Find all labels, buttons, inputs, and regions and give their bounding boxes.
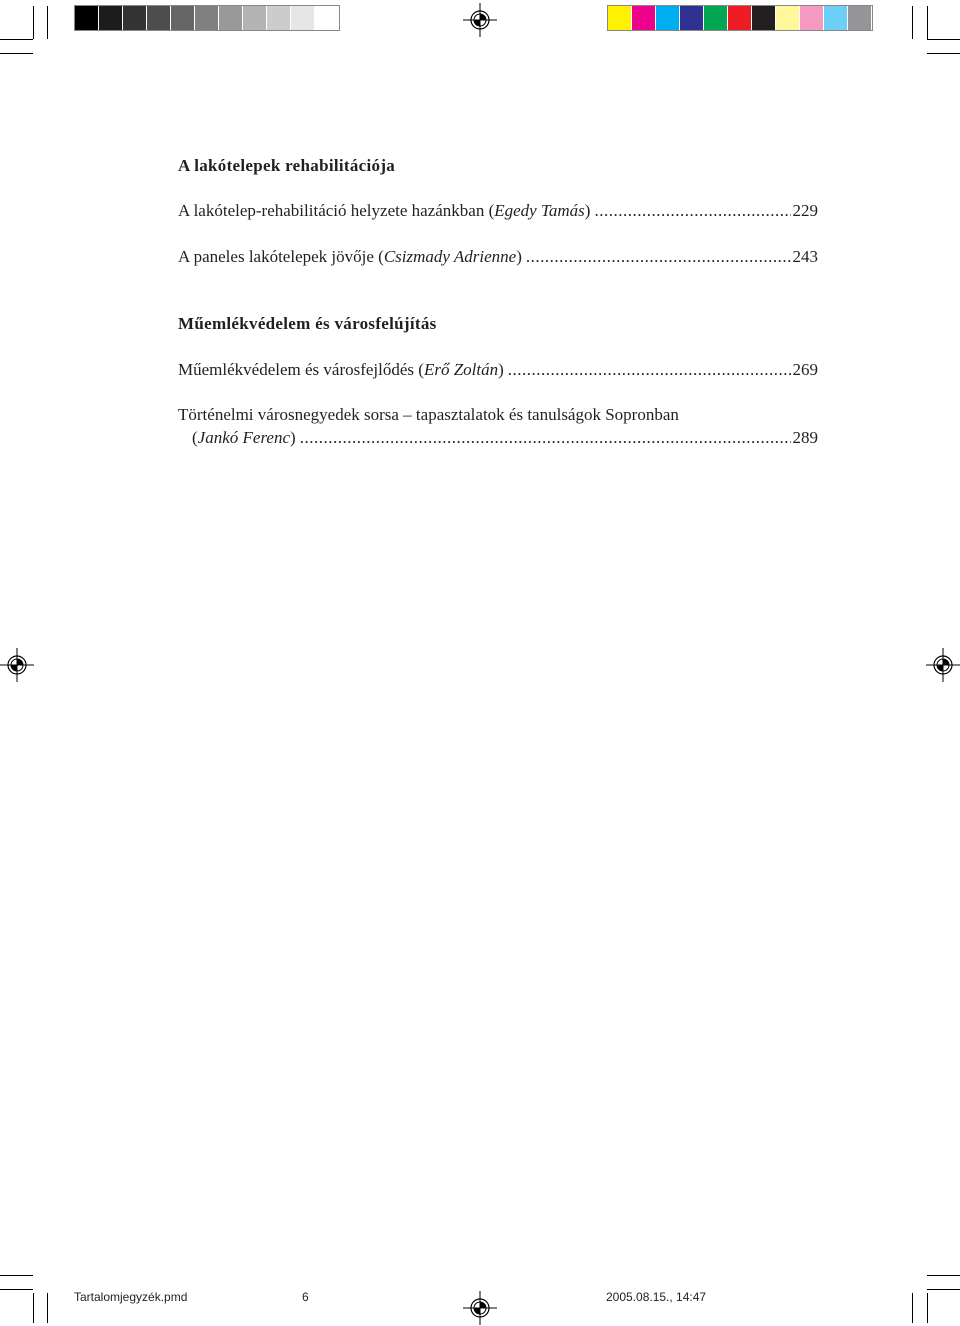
color-swatch	[171, 6, 195, 30]
registration-mark-icon	[463, 3, 497, 37]
registration-mark-icon	[926, 648, 960, 682]
color-swatch	[99, 6, 123, 30]
entry-author: Jankó Ferenc	[197, 428, 291, 447]
crop-mark	[0, 1275, 33, 1276]
color-swatch	[123, 6, 147, 30]
entry-author-line: (Jankó Ferenc)	[192, 428, 296, 447]
toc-entry[interactable]	[178, 199, 818, 222]
crop-mark	[47, 1293, 48, 1323]
entry-page-number: 229	[792, 201, 818, 220]
color-swatch	[752, 6, 776, 30]
dot-leader	[300, 426, 791, 449]
color-swatch	[776, 6, 800, 30]
color-swatch	[800, 6, 824, 30]
color-swatch	[267, 6, 291, 30]
gray-color-bar	[74, 5, 340, 31]
section-heading: A lakótelepek rehabilitációja	[178, 156, 396, 175]
toc-entry[interactable]	[178, 245, 818, 268]
crop-mark	[0, 39, 33, 40]
color-swatch	[291, 6, 315, 30]
color-swatch	[315, 6, 339, 30]
footer-page-number: 6	[302, 1290, 309, 1304]
crop-mark	[927, 6, 928, 39]
dot-leader	[526, 245, 791, 268]
color-swatch	[243, 6, 267, 30]
section-heading: Műemlékvédelem és városfelújítás	[178, 314, 437, 333]
entry-title: A paneles lakótelepek jövője (Csizmady Adrienne)	[178, 247, 522, 266]
crop-mark	[912, 6, 913, 39]
color-swatch	[219, 6, 243, 30]
crop-mark	[927, 1289, 960, 1290]
entry-page-number: 269	[792, 360, 818, 379]
process-color-bar	[607, 5, 873, 31]
color-swatch	[824, 6, 848, 30]
entry-title: Műemlékvédelem és városfejlődés (Erő Zoltán)	[178, 360, 504, 379]
crop-mark	[47, 6, 48, 39]
dot-leader	[594, 199, 790, 222]
entry-page-number: 243	[792, 247, 818, 266]
color-swatch	[848, 6, 872, 30]
entry-page-number: 289	[792, 428, 818, 447]
color-swatch	[728, 6, 752, 30]
dot-leader	[508, 358, 791, 381]
color-swatch	[680, 6, 704, 30]
crop-mark	[927, 1293, 928, 1323]
crop-mark	[0, 1289, 33, 1290]
entry-author: Csizmady Adrienne	[383, 247, 517, 266]
color-swatch	[147, 6, 171, 30]
crop-mark	[927, 39, 960, 40]
footer-filename: Tartalomjegyzék.pmd	[74, 1290, 188, 1304]
registration-mark-icon	[463, 1291, 497, 1325]
color-swatch	[656, 6, 680, 30]
crop-mark	[0, 53, 33, 54]
toc-entry[interactable]	[178, 403, 818, 449]
entry-author: Egedy Tamás	[494, 201, 585, 220]
crop-mark	[927, 1275, 960, 1276]
crop-mark	[912, 1293, 913, 1323]
crop-mark	[927, 53, 960, 54]
toc-entry[interactable]	[178, 358, 818, 381]
color-swatch	[75, 6, 99, 30]
crop-mark	[33, 1293, 34, 1323]
entry-author: Erő Zoltán	[423, 360, 499, 379]
entry-title: Történelmi városnegyedek sorsa – tapasztalatok és tanulságok Sopronban	[178, 405, 679, 424]
entry-title: A lakótelep-rehabilitáció helyzete hazánkban (Egedy Tamás)	[178, 201, 591, 220]
crop-mark	[33, 6, 34, 39]
registration-mark-icon	[0, 648, 34, 682]
color-swatch	[704, 6, 728, 30]
color-swatch	[632, 6, 656, 30]
color-swatch	[195, 6, 219, 30]
footer-timestamp: 2005.08.15., 14:47	[606, 1290, 707, 1304]
color-swatch	[608, 6, 632, 30]
